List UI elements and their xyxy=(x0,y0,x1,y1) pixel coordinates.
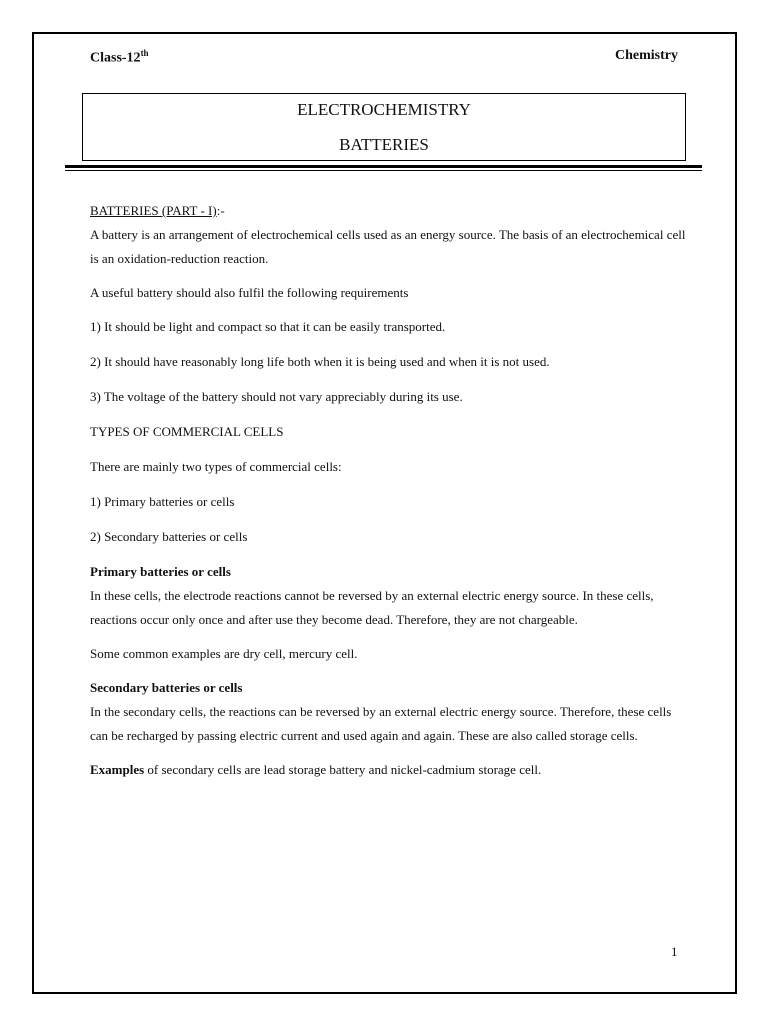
secondary-examples xyxy=(90,758,690,782)
title-box xyxy=(82,93,686,161)
subject-label: Chemistry xyxy=(615,48,678,63)
batteries-heading-suffix: :- xyxy=(216,203,225,218)
type-1: 1) Primary batteries or cells xyxy=(90,494,235,509)
secondary-examples-text: of secondary cells are lead storage battery and nickel-cadmium storage cell. xyxy=(144,762,542,777)
class-label xyxy=(90,48,149,67)
types-heading: TYPES OF COMMERCIAL CELLS xyxy=(90,424,284,439)
requirements-intro: A useful battery should also fulfil the following requirements xyxy=(90,285,409,300)
batteries-heading-text: BATTERIES (PART - I) xyxy=(90,203,217,218)
primary-examples: Some common examples are dry cell, mercury cell. xyxy=(90,646,358,661)
requirement-3: 3) The voltage of the battery should not vary appreciably during its use. xyxy=(90,389,463,404)
document-title: ELECTROCHEMISTRY xyxy=(297,100,471,119)
class-label-superscript: th xyxy=(140,48,149,58)
intro-paragraph: A battery is an arrangement of electrochemical cells used as an energy source. The basis of an electrochemical cell is an oxidation-reduction reaction. xyxy=(90,227,686,266)
secondary-paragraph: In the secondary cells, the reactions can be reversed by an external electric energy source. Therefore, these cells can be recharged by passing electric current and used again and again. These are also called storage cells. xyxy=(90,704,672,743)
type-2: 2) Secondary batteries or cells xyxy=(90,529,248,544)
requirement-2: 2) It should have reasonably long life both when it is being used and when it is not used. xyxy=(90,354,550,369)
document-body xyxy=(90,199,690,782)
examples-label: Examples xyxy=(90,762,145,777)
secondary-heading: Secondary batteries or cells xyxy=(90,680,243,695)
primary-heading: Primary batteries or cells xyxy=(90,564,231,579)
requirement-1: 1) It should be light and compact so that it can be easily transported. xyxy=(90,319,446,334)
types-intro: There are mainly two types of commercial cells: xyxy=(90,459,342,474)
header-rule-thick xyxy=(65,165,702,168)
class-label-text: Class-12 xyxy=(90,50,141,66)
primary-paragraph: In these cells, the electrode reactions cannot be reversed by an external electric energy source. In these cells, reactions occur only once and after use they become dead. Therefore, they are not chargeable. xyxy=(90,588,654,627)
page-number: 1 xyxy=(671,944,678,959)
document-subtitle: BATTERIES xyxy=(339,135,429,154)
header-rule-thin xyxy=(65,170,702,171)
batteries-heading xyxy=(90,199,690,223)
